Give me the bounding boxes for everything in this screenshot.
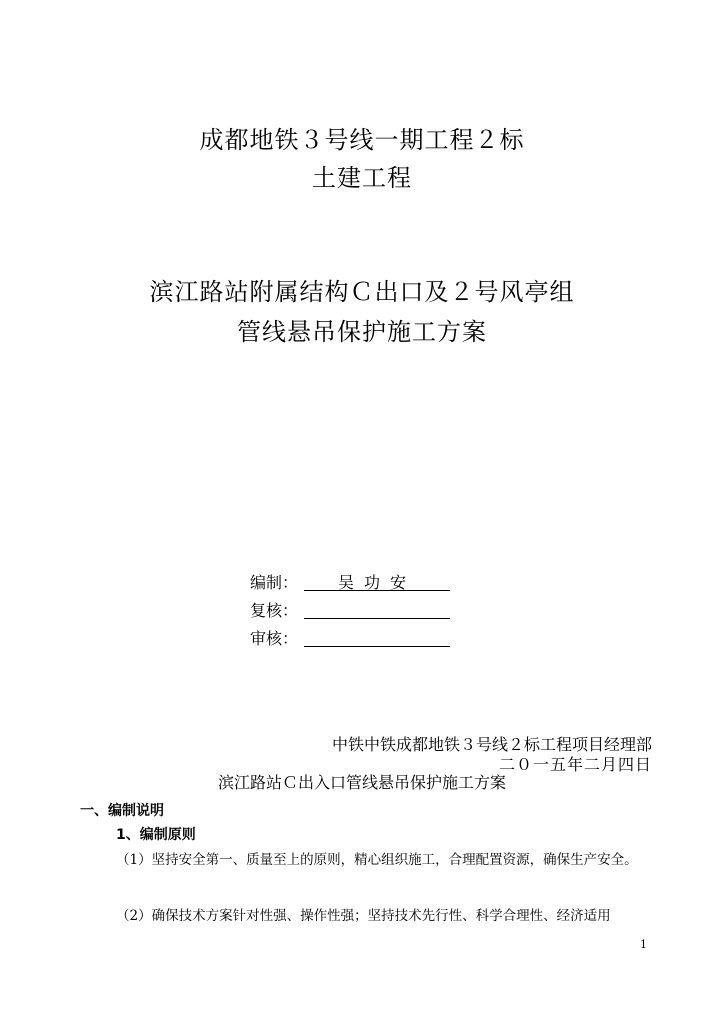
paragraph-2: （2）确保技术方案针对性强、操作性强；坚持技术先行性、科学合理性、经济适用 — [116, 908, 611, 924]
issue-date: 二０一五年二月四日 — [498, 755, 652, 774]
reviewed-by-row — [250, 598, 304, 620]
plan-title-line2: 管线悬吊保护施工方案 — [237, 318, 487, 346]
audited-by-value — [304, 626, 450, 647]
reviewed-by-label: 复核： — [250, 601, 299, 620]
audited-by-row — [250, 626, 304, 648]
section-heading: 一、编制说明 — [80, 803, 164, 819]
project-title: 成都地铁３号线一期工程２标 — [199, 126, 525, 154]
compiled-by-value: 吴功安 — [304, 570, 450, 591]
issuing-organization: 中铁中铁成都地铁３号线２标工程项目经理部 — [331, 735, 652, 754]
page-number: 1 — [640, 938, 647, 951]
paragraph-1: （1）坚持安全第一、质量至上的原则，精心组织施工，合理配置资源，确保生产安全。 — [116, 852, 638, 868]
plan-title-line1: 滨江路站附属结构Ｃ出口及２号风亭组 — [149, 278, 575, 306]
compiled-by-row — [250, 570, 416, 592]
running-title: 滨江路站Ｃ出入口管线悬吊保护施工方案 — [217, 773, 506, 792]
project-subtitle: 土建工程 — [312, 164, 412, 192]
audited-by-label: 审核： — [250, 629, 299, 648]
subsection-heading: 1、编制原则 — [116, 827, 196, 843]
compiled-by-label: 编制： — [250, 573, 299, 592]
reviewed-by-value — [304, 598, 450, 619]
